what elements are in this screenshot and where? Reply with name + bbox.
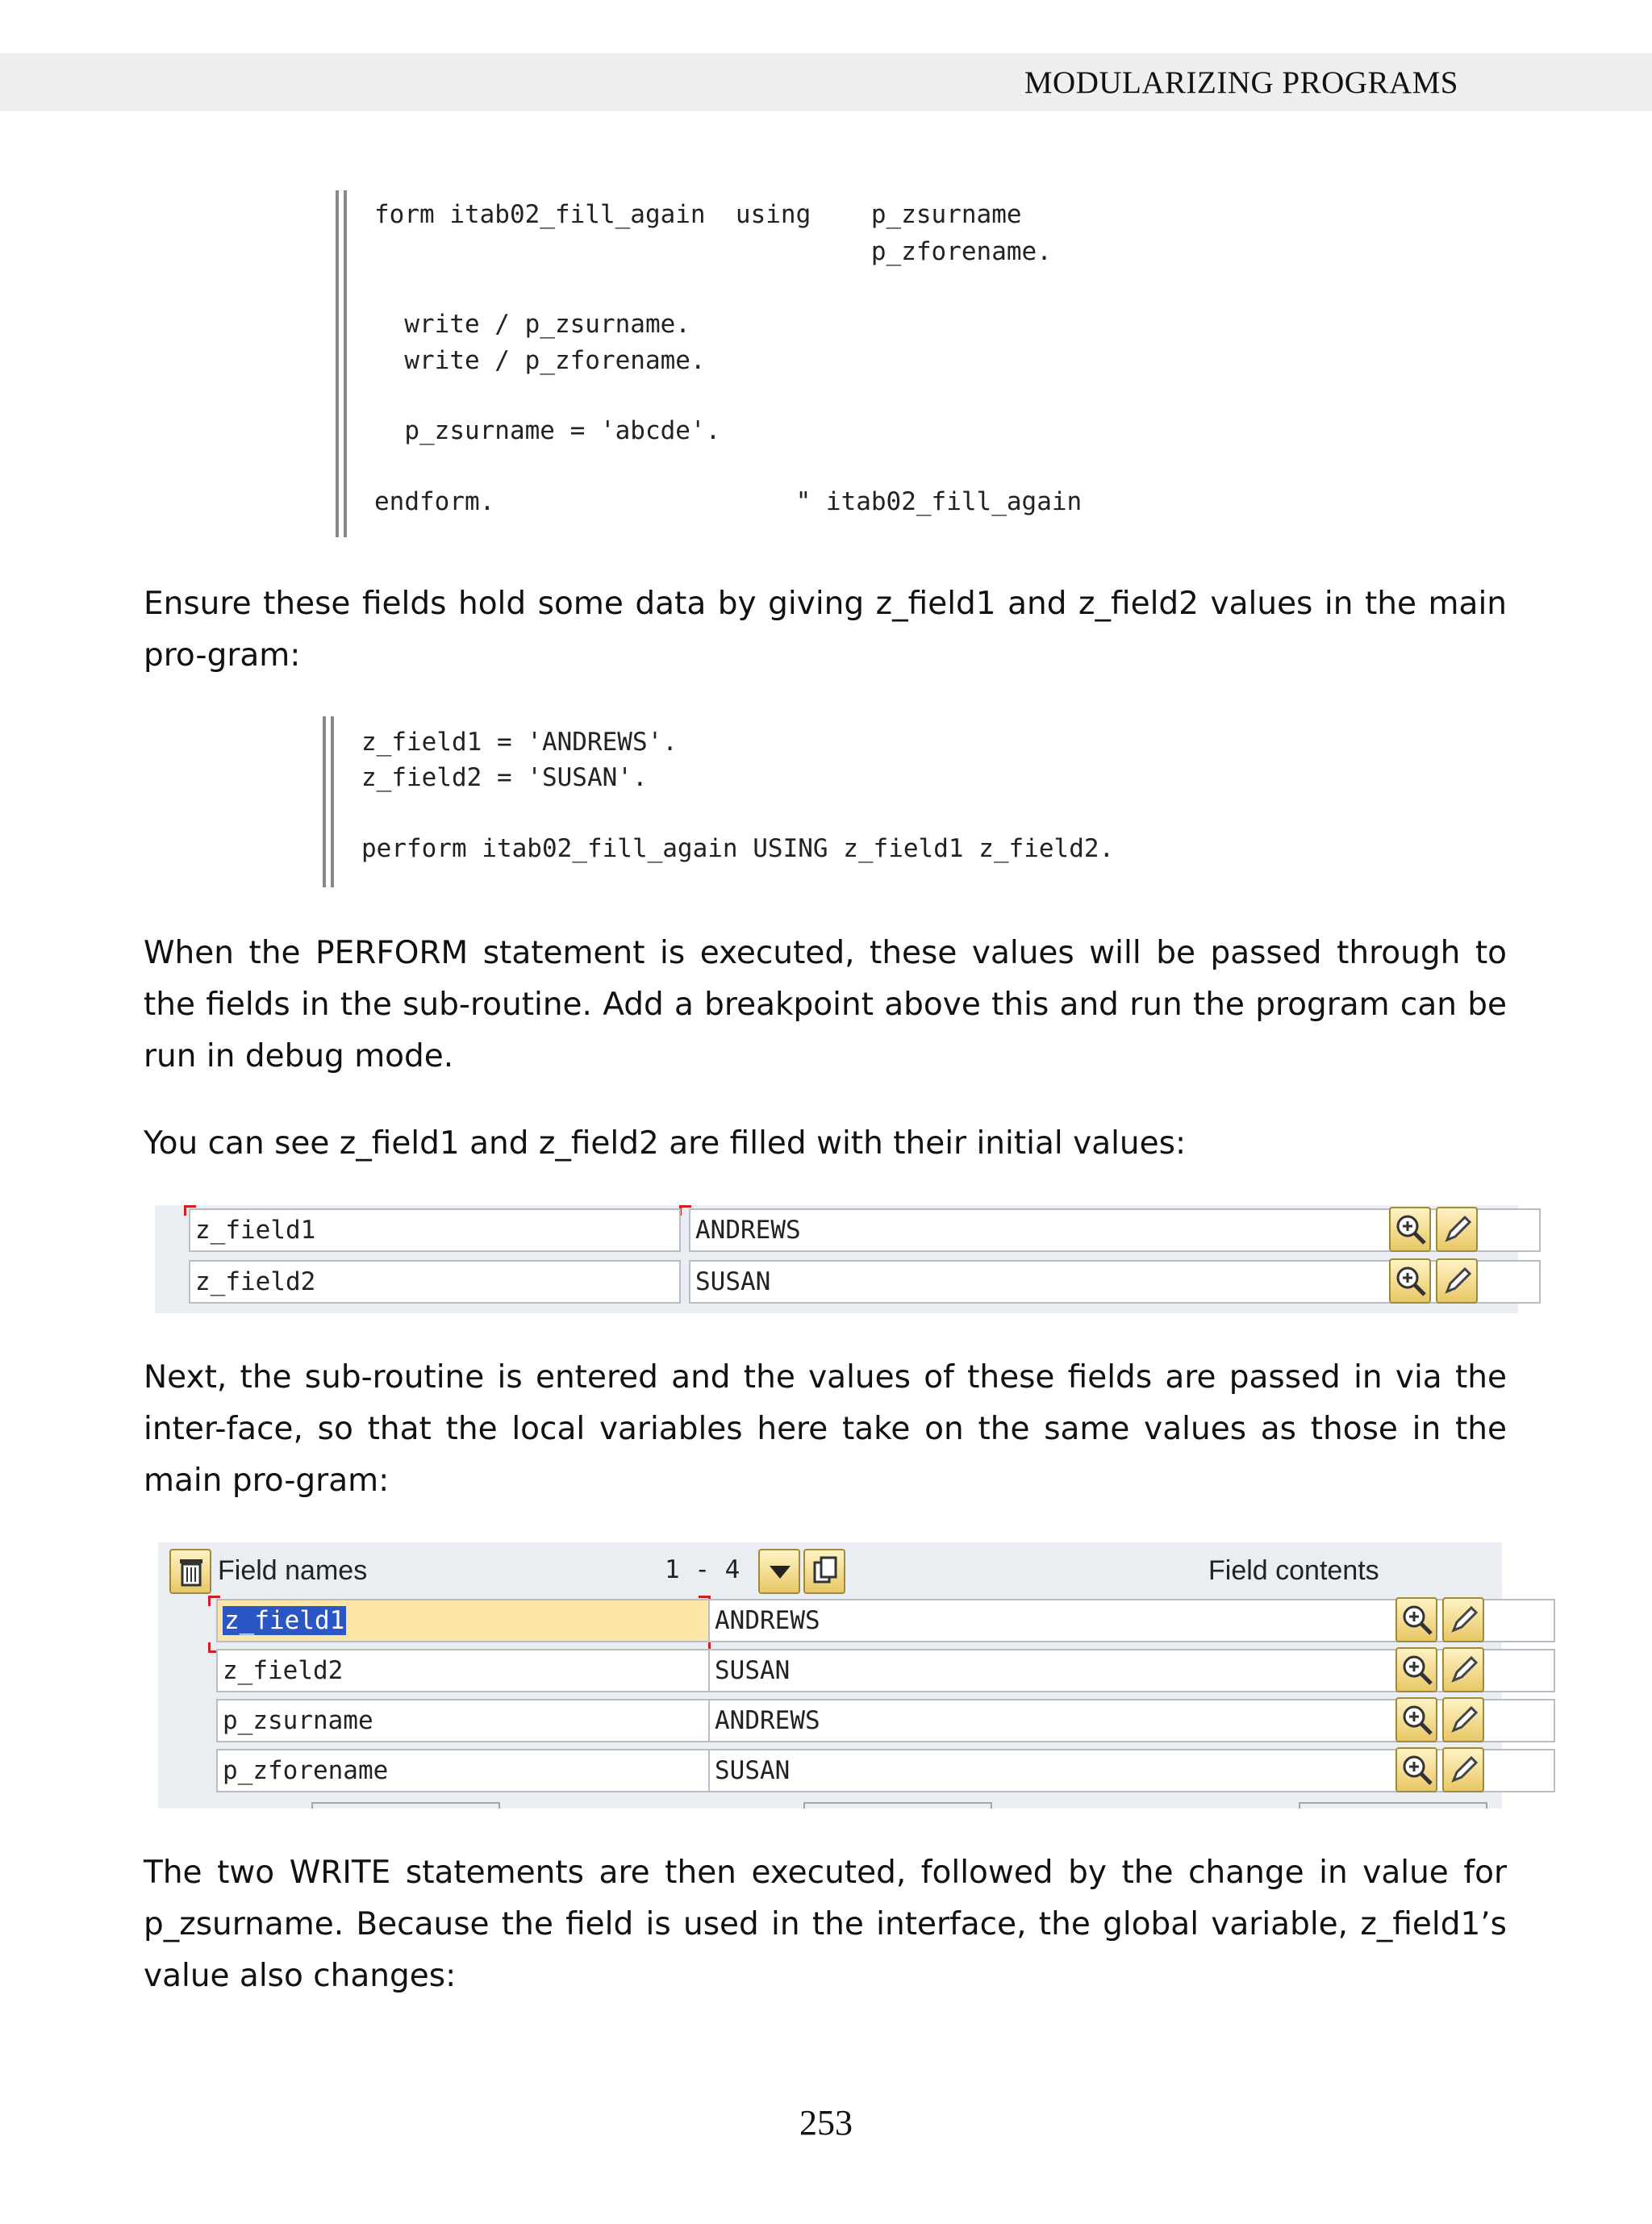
code-line: write / p_zsurname. [374,310,690,339]
pencil-icon[interactable] [1442,1647,1484,1692]
code-line: z_field2 = 'SUSAN'. [361,763,648,792]
variable-name-field[interactable]: z_field1 [189,1208,681,1252]
trash-icon[interactable] [169,1549,211,1594]
code-line: p_zforename. [374,237,1052,266]
field-name-cell[interactable]: p_zforename [216,1749,710,1792]
row-range-label: 1 - 4 [665,1555,740,1584]
variable-value-field[interactable]: SUSAN [689,1260,1541,1304]
paragraph: Next, the sub-routine is entered and the values of these fields are passed in via the inter-face, so that the local variables here take on the same values as those in the main pro-gram: [144,1359,1507,1499]
code-block-form [336,190,1166,537]
field-name-cell[interactable]: z_field2 [216,1649,710,1692]
code-line: form itab02_fill_again using p_zsurname [374,200,1022,229]
variable-name-field[interactable]: z_field2 [189,1260,681,1304]
magnifier-icon[interactable] [1395,1597,1437,1642]
pencil-icon[interactable] [1436,1258,1478,1304]
code-line: endform. " itab02_fill_again [374,487,1083,516]
pencil-icon[interactable] [1442,1697,1484,1742]
scroll-tab[interactable] [1299,1802,1487,1809]
scroll-tab[interactable] [311,1802,500,1809]
paragraph: You can see z_field1 and z_field2 are filled with their initial values: [144,1125,1187,1162]
field-value-cell[interactable]: ANDREWS [708,1699,1555,1742]
selected-text: z_field1 [224,1606,345,1635]
running-head: MODULARIZING PROGRAMS [1024,65,1458,100]
magnifier-icon[interactable] [1395,1697,1437,1742]
pencil-icon[interactable] [1442,1747,1484,1792]
field-value-cell[interactable]: SUSAN [708,1749,1555,1792]
magnifier-icon[interactable] [1389,1207,1431,1252]
field-contents-header: Field contents [1208,1555,1379,1586]
paragraph: Ensure these fields hold some data by giving z_field1 and z_field2 values in the main pro-gram: [144,586,1507,674]
code-line: perform itab02_fill_again USING z_field1 z_field2. [361,834,1115,863]
field-name-cell-selected[interactable] [216,1599,710,1642]
code-line: z_field1 = 'ANDREWS'. [361,728,678,757]
variable-value-field[interactable]: ANDREWS [689,1208,1541,1252]
pencil-icon[interactable] [1442,1597,1484,1642]
field-value-cell[interactable]: ANDREWS [708,1599,1555,1642]
paragraph: The two WRITE statements are then executed, followed by the change in value for p_zsurname. Because the field is used in the interface, the global variable, z_field1’s value also changes: [144,1855,1507,1994]
dropdown-arrow-icon[interactable] [758,1549,800,1594]
pencil-icon[interactable] [1436,1207,1478,1252]
field-names-header: Field names [218,1555,368,1586]
field-value-cell[interactable]: SUSAN [708,1649,1555,1692]
code-block-perform [323,716,1210,887]
copy-icon[interactable] [803,1549,845,1594]
magnifier-icon[interactable] [1389,1258,1431,1304]
code-line: p_zsurname = 'abcde'. [374,416,721,445]
field-name-cell[interactable]: p_zsurname [216,1699,710,1742]
scroll-tab[interactable] [803,1802,992,1809]
debugger-variables-panel [155,1205,1518,1313]
magnifier-icon[interactable] [1395,1647,1437,1692]
magnifier-icon[interactable] [1395,1747,1437,1792]
page-number: 253 [799,2103,853,2143]
paragraph: When the PERFORM statement is executed, these values will be passed through to the fields in the sub-routine. Add a breakpoint above this and run the program can be run in debug mode. [144,935,1507,1074]
code-line: write / p_zforename. [374,346,706,375]
debugger-field-list-panel [158,1542,1502,1809]
